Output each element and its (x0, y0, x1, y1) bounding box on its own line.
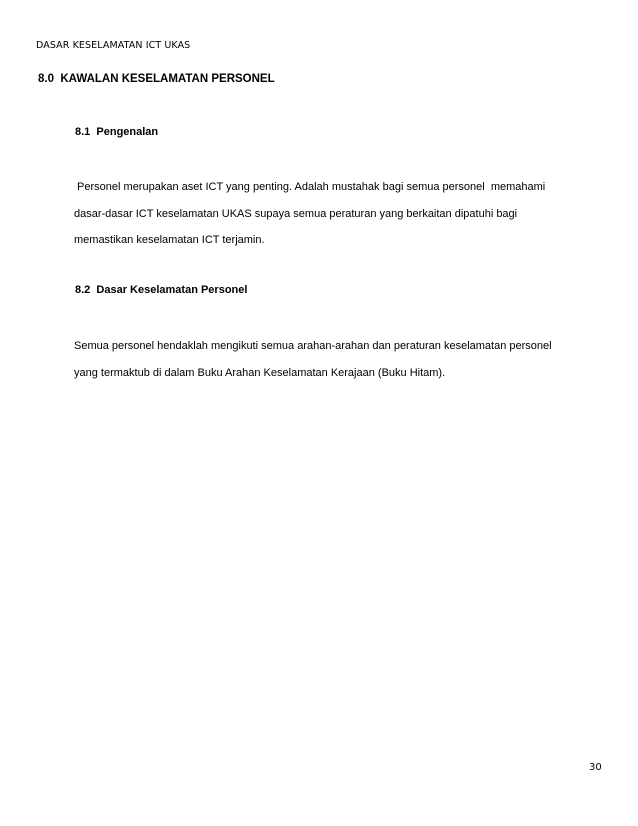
subsection-heading-dasar-keselamatan: 8.2 Dasar Keselamatan Personel (75, 284, 248, 296)
paragraph-line: Semua personel hendaklah mengikuti semua arahan-arahan dan peraturan keselamatan personel (74, 340, 552, 352)
paragraph-dasar-keselamatan (74, 333, 614, 386)
running-header: DASAR KESELAMATAN ICT UKAS (36, 40, 191, 51)
paragraph-line: yang termaktub di dalam Buku Arahan Keselamatan Kerajaan (Buku Hitam). (74, 366, 446, 379)
paragraph-line: memastikan keselamatan ICT terjamin. (74, 234, 265, 246)
subsection-heading-pengenalan: 8.1 Pengenalan (75, 126, 159, 138)
paragraph-pengenalan (74, 174, 614, 254)
paragraph-line: dasar-dasar ICT keselamatan UKAS supaya semua peraturan yang berkaitan dipatuhi bagi (74, 207, 518, 220)
paragraph-line: Personel merupakan aset ICT yang penting. Adalah mustahak bagi semua personel memahami (74, 181, 546, 193)
page-number: 30 (589, 762, 602, 773)
section-heading: 8.0 KAWALAN KESELAMATAN PERSONEL (38, 73, 275, 85)
